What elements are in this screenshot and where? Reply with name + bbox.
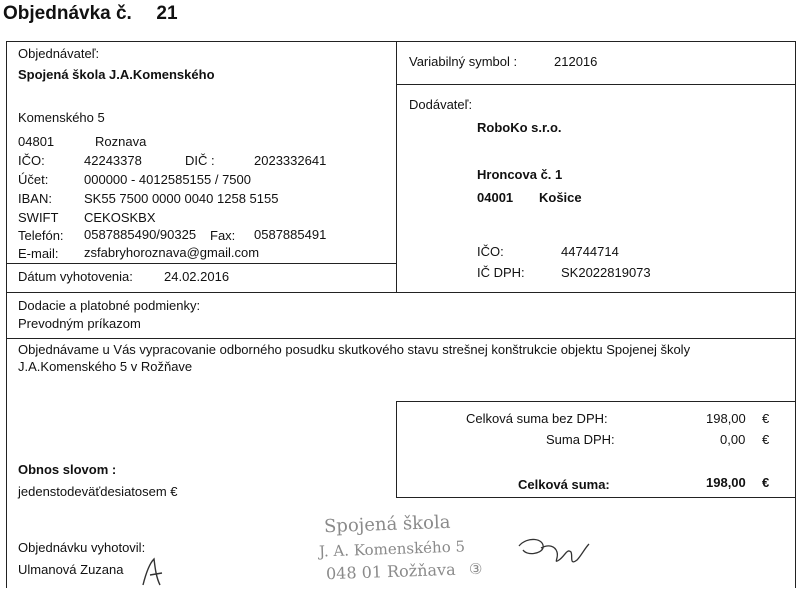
buyer-iban-label: IBAN: [18,191,52,206]
net-total-value: 198,00 [706,411,746,426]
stamp-line2: J. A. Komenského 5 [318,537,466,561]
date-label: Dátum vyhotovenia: [18,269,133,284]
in-words-value: jedenstodeväťdesiatosem € [18,484,178,499]
order-description-line1: Objednávame u Vás vypracovanie odborného posudku skutkového stavu strešnej konštrukcie objektu Spojenej školy [18,342,691,357]
buyer-ico-label: IČO: [18,153,45,168]
supplier-icdph-label: IČ DPH: [477,265,525,280]
vat-currency: € [762,432,770,447]
buyer-dic: 2023332641 [254,153,327,168]
date-value: 24.02.2016 [164,269,230,284]
document-title [3,3,178,25]
stamp-line3: 048 01 Rožňava [325,559,456,584]
net-total-label: Celková suma bez DPH: [466,411,608,426]
order-description-line2: J.A.Komenského 5 v Rožňave [18,359,193,374]
variable-symbol-value: 212016 [554,54,598,69]
buyer-swift-label: SWIFT [18,210,59,225]
order-number: 21 [156,3,178,24]
buyer-ico: 42243378 [84,153,142,168]
supplier-ico-label: IČO: [477,244,504,259]
supplier-heading: Dodávateľ: [409,97,473,112]
grand-total-value: 198,00 [706,475,746,490]
stamp-line1: Spojená škola [323,511,451,538]
buyer-fax: 0587885491 [254,227,327,242]
grand-total-label: Celková suma: [518,477,610,492]
buyer-email-label: E-mail: [18,246,59,261]
buyer-street: Komenského 5 [18,110,105,125]
header-section-divider [6,292,796,293]
grand-total-currency: € [762,475,770,490]
stamp-mark: ③ [468,559,483,579]
prepared-by-label: Objednávku vyhotovil: [18,540,146,555]
in-words-label: Obnos slovom : [18,462,117,477]
title-label: Objednávka č. [3,3,132,24]
buyer-iban: SK55 7500 0000 0040 1258 5155 [84,191,279,206]
vat-label: Suma DPH: [546,432,615,447]
buyer-fax-label: Fax: [210,228,236,243]
vat-value: 0,00 [720,432,746,447]
supplier-icdph: SK2022819073 [561,265,651,280]
supplier-street: Hroncova č. 1 [477,167,563,182]
supplier-name: RoboKo s.r.o. [477,120,562,135]
buyer-zip: 04801 [18,134,55,149]
buyer-supplier-divider [396,41,397,292]
terms-value: Prevodným príkazom [18,316,141,331]
date-divider [6,263,396,264]
supplier-ico: 44744714 [561,244,619,259]
supplier-city: Košice [539,190,582,205]
variable-symbol-divider [396,84,796,85]
buyer-account: 000000 - 4012585155 / 7500 [84,172,251,187]
buyer-phone-label: Telefón: [18,228,64,243]
signature [515,534,595,570]
buyer-email: zsfabryhoroznava@gmail.com [84,245,260,260]
initials-mark [140,555,166,589]
supplier-zip: 04001 [477,190,514,205]
buyer-name: Spojená škola J.A.Komenského [18,67,215,82]
variable-symbol-label: Variabilný symbol : [409,54,518,69]
terms-divider [6,338,796,339]
prepared-by-name: Ulmanová Zuzana [18,562,124,577]
buyer-city: Roznava [95,134,147,149]
order-frame [6,41,796,588]
buyer-heading: Objednávateľ: [18,46,100,61]
net-total-currency: € [762,411,770,426]
buyer-account-label: Účet: [18,172,49,187]
terms-heading: Dodacie a platobné podmienky: [18,298,201,313]
buyer-phone: 0587885490/90325 [84,227,197,242]
buyer-dic-label: DIČ : [185,153,215,168]
buyer-swift: CEKOSKBX [84,210,156,225]
